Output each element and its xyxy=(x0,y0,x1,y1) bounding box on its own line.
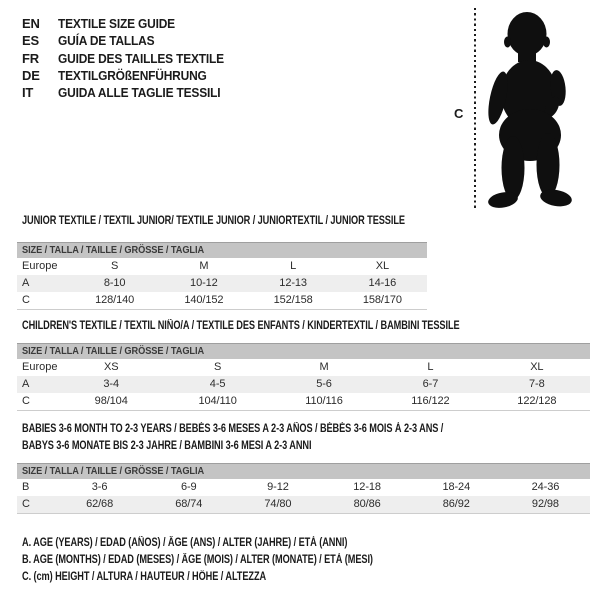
language-label: TEXTILE SIZE GUIDE xyxy=(58,16,175,31)
children-size-table xyxy=(17,343,590,411)
section-heading-babies-line1: BABIES 3-6 MONTH TO 2-3 YEARS / BEBÉS 3-6 MESES A 2-3 AÑOS / BÉBÉS 3-6 MOIS À 2-3 ANS / xyxy=(22,423,444,435)
table-row xyxy=(17,376,590,393)
section-heading-children: CHILDREN'S TEXTILE / TEXTIL NIÑO/A / TEXTILE DES ENFANTS / KINDERTEXTIL / BAMBINI TESSILE xyxy=(22,320,460,332)
table-cell: 116/122 xyxy=(411,395,450,407)
language-row xyxy=(22,67,238,84)
table-cell: 140/152 xyxy=(184,294,224,306)
language-label: GUIDE DES TAILLES TEXTILE xyxy=(58,50,224,66)
row-label: C xyxy=(22,395,30,407)
table-cell: 12-13 xyxy=(279,277,307,289)
table-cell: 104/110 xyxy=(198,395,237,407)
language-code: EN xyxy=(22,16,40,31)
table-cell: 110/116 xyxy=(305,395,343,407)
baby-silhouette xyxy=(486,8,574,211)
table-cell: 7-8 xyxy=(529,378,545,390)
language-code: ES xyxy=(22,33,39,49)
language-row xyxy=(22,15,238,32)
row-label: Europe xyxy=(22,260,58,272)
section-heading-junior: JUNIOR TEXTILE / TEXTIL JUNIOR/ TEXTILE JUNIOR / JUNIORTEXTIL / JUNIOR TESSILE xyxy=(22,215,405,227)
table-cell: 158/170 xyxy=(362,294,402,306)
table-cell: 18-24 xyxy=(442,481,471,493)
table-cell: 24-36 xyxy=(531,481,560,493)
table-header-band xyxy=(17,463,590,479)
table-cell: S xyxy=(111,260,119,272)
table-cell: 8-10 xyxy=(103,277,126,289)
table-cell: 5-6 xyxy=(316,378,332,390)
table-cell: 10-12 xyxy=(190,277,218,289)
table-cell: 152/158 xyxy=(273,294,313,306)
table-cell: 6-7 xyxy=(422,378,439,390)
table-row xyxy=(17,258,427,275)
table-cell: 12-18 xyxy=(353,481,381,493)
legend xyxy=(22,535,461,586)
table-cell: 9-12 xyxy=(267,481,289,493)
table-row xyxy=(17,359,590,376)
row-label: C xyxy=(22,498,30,510)
table-cell: 4-5 xyxy=(209,378,226,390)
language-code: IT xyxy=(22,85,34,101)
row-label: B xyxy=(22,481,30,493)
table-cell: XL xyxy=(375,260,389,272)
table-cell: 122/128 xyxy=(517,395,557,407)
table-cell: L xyxy=(427,361,434,373)
row-label: A xyxy=(22,378,30,390)
table-cell: 98/104 xyxy=(94,395,128,407)
height-dotted-line xyxy=(474,8,476,208)
table-cell: M xyxy=(199,260,209,272)
table-cell: M xyxy=(319,361,329,373)
table-cell: 62/68 xyxy=(86,498,114,510)
table-cell: 3-4 xyxy=(103,378,119,390)
table-header-label: SIZE / TALLA / TAILLE / GRÖSSE / TAGLIA xyxy=(22,345,205,357)
row-label: C xyxy=(22,294,30,306)
language-row xyxy=(22,32,238,49)
row-label: Europe xyxy=(22,361,58,373)
table-cell: XL xyxy=(530,361,544,373)
height-c-label: C xyxy=(454,106,464,121)
table-row xyxy=(17,496,590,513)
junior-size-table xyxy=(17,242,427,310)
table-cell: 86/92 xyxy=(442,498,470,510)
table-row xyxy=(17,479,590,496)
table-row xyxy=(17,292,427,309)
table-cell: 14-16 xyxy=(368,277,397,289)
legend-line-c: C. (cm) HEIGHT / ALTURA / HAUTEUR / HÖHE / ALTEZZA xyxy=(22,571,267,583)
table-cell: 68/74 xyxy=(175,498,203,510)
table-row xyxy=(17,275,427,292)
table-header-label: SIZE / TALLA / TAILLE / GRÖSSE / TAGLIA xyxy=(22,244,205,256)
table-row xyxy=(17,393,590,410)
language-label: GUÍA DE TALLAS xyxy=(58,33,155,49)
table-cell: 92/98 xyxy=(531,498,559,510)
table-cell: XS xyxy=(103,361,119,373)
table-cell: 128/140 xyxy=(95,294,135,306)
row-label: A xyxy=(22,277,30,289)
table-cell: 74/80 xyxy=(264,498,292,510)
table-header-band xyxy=(17,343,590,359)
table-header-band xyxy=(17,242,427,258)
language-row xyxy=(22,84,238,101)
table-cell: 80/86 xyxy=(353,498,381,510)
language-label: GUIDA ALLE TAGLIE TESSILI xyxy=(58,85,221,101)
babies-size-table xyxy=(17,463,590,514)
legend-line-b: B. AGE (MONTHS) / EDAD (MESES) / ÂGE (MOIS) / ALTER (MONATE) / ETÀ (MESI) xyxy=(22,554,373,566)
language-code: FR xyxy=(22,50,39,66)
legend-line-a: A. AGE (YEARS) / EDAD (AÑOS) / ÂGE (ANS) / ALTER (JAHRE) / ETÀ (ANNI) xyxy=(22,537,348,549)
table-header-label: SIZE / TALLA / TAILLE / GRÖSSE / TAGLIA xyxy=(22,465,205,477)
table-cell: S xyxy=(213,361,222,373)
language-list xyxy=(22,15,238,101)
table-cell: 6-9 xyxy=(180,481,197,493)
language-row xyxy=(22,50,238,67)
language-label: TEXTILGRÖßENFÜHRUNG xyxy=(58,67,207,83)
table-cell: L xyxy=(290,260,297,272)
table-cell: 3-6 xyxy=(91,481,108,493)
language-code: DE xyxy=(22,67,40,83)
section-heading-babies-line2: BABYS 3-6 MONATE BIS 2-3 JAHRE / BAMBINI 3-6 MESI A 2-3 ANNI xyxy=(22,440,312,452)
